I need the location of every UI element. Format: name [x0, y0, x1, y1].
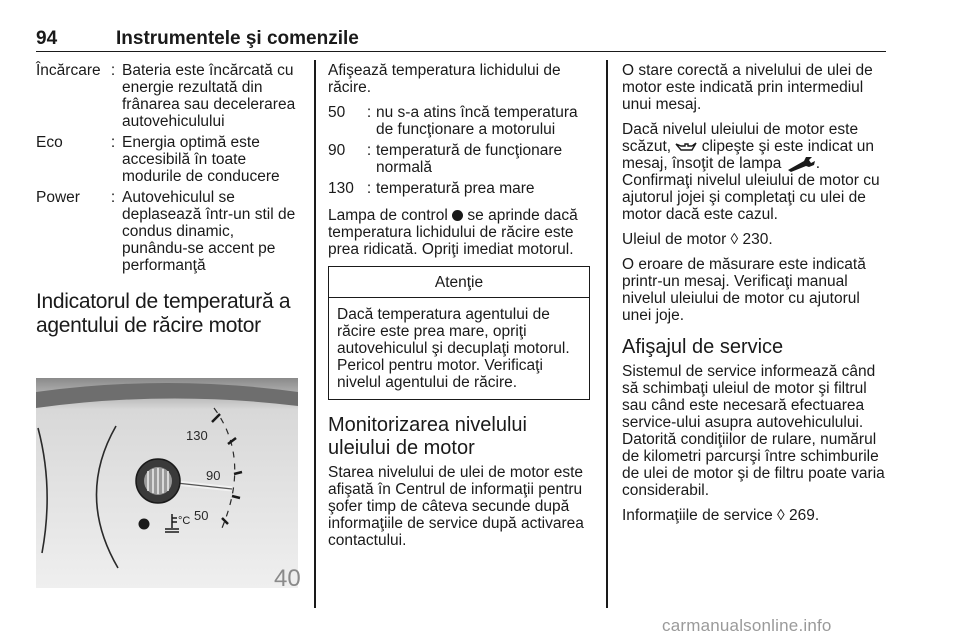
column-divider-1: [314, 60, 316, 608]
lamp-text-end: se aprinde dacă temperatura lichidului de răcire este prea ridicată. Opriţi imediat motorul.: [328, 207, 578, 258]
oil-can-icon: [675, 141, 697, 153]
coolant-intro: Afişează temperatura lichidului de răcire.: [328, 62, 561, 96]
section-heading-coolant: Indicatorul de temperatură a agentului de răcire motor: [36, 290, 291, 337]
watermark: carmanualsonline.info: [662, 616, 832, 635]
oil-level-low-paragraph: [622, 121, 888, 223]
chapter-title: Instrumentele şi comenzile: [116, 28, 359, 49]
temperature-description: temperatură prea mare: [376, 180, 535, 197]
tick-label-90: 90: [206, 468, 221, 483]
page-number: 94: [36, 28, 58, 49]
tick-label-130: 130: [186, 428, 208, 443]
oil-level-ok-paragraph: O stare corectă a nivelului de ulei de motor este indicată prin intermediul unui mesaj.: [622, 62, 873, 113]
definition-text: Energia optimă este accesibilă în toate modurile de conducere: [122, 134, 280, 185]
column-right: [622, 62, 888, 532]
definition-row: [36, 189, 300, 274]
temperature-description: nu s-a atins încă temperatura de funcţionare a motorului: [376, 104, 578, 138]
temperature-row: [328, 104, 590, 138]
warning-lamp-icon: [139, 519, 150, 530]
definition-separator: :: [110, 62, 116, 79]
warning-box: [328, 266, 590, 400]
temperature-unit: °C: [178, 515, 191, 527]
engine-oil-reference: Uleiul de motor ◊ 230.: [622, 231, 773, 248]
column-left: [36, 62, 300, 350]
oil-monitoring-body: Starea nivelului de ulei de motor este afişată în Centrul de informaţii pentru şofer timp de câteva secunde după informaţiile de service după activarea contactului.: [328, 464, 584, 549]
column-divider-2: [606, 60, 608, 608]
service-system-paragraph: Sistemul de service informează când să schimbaţi uleiul de motor şi filtrul sau când este necesară efectuarea service-ului asupra autovehiculului. Datorită condiţiilor de rulare, numărul de kilometri parcurşi între schimburile de ulei de motor şi de filtru poate varia considerabil.: [622, 363, 885, 499]
temperature-row: [328, 142, 590, 176]
oil-low-text-c: .: [815, 155, 821, 172]
definition-separator: :: [366, 142, 372, 159]
definition-term: Eco: [36, 134, 63, 151]
temperature-row: [328, 180, 590, 197]
wrench-icon: [786, 156, 816, 172]
speedometer-fragment: 40: [274, 565, 301, 592]
definition-term: Încărcare: [36, 62, 101, 79]
definition-text: Autovehiculul se deplasează într-un stil de condus dinamic, punându-se accent pe performanţă: [122, 189, 296, 274]
section-heading-oil-monitoring: Monitorizarea nivelului uleiului de motor: [328, 414, 527, 459]
definition-separator: :: [110, 189, 116, 206]
coolant-gauge-illustration: [36, 378, 301, 592]
control-lamp-paragraph: [328, 207, 590, 258]
definition-row: [36, 62, 300, 130]
control-lamp-icon: [452, 210, 463, 221]
column-middle: [328, 62, 590, 557]
oil-low-text-d: Confirmaţi nivelul uleiului de motor cu ajutorul jojei şi completaţi cu ulei de motor dacă este cazul.: [622, 172, 880, 223]
definition-separator: :: [110, 134, 116, 151]
definition-text: Bateria este încărcată cu energie rezultată din frânarea sau decelerarea autovehiculului: [122, 62, 296, 130]
oil-low-text-a: Dacă nivelul uleiului de motor este scăzut,: [622, 121, 859, 155]
temperature-value: 50: [328, 104, 346, 121]
section-heading-service-display: Afişajul de service: [622, 336, 784, 358]
definition-separator: :: [366, 104, 372, 121]
tick-label-50: 50: [194, 508, 209, 523]
measurement-error-paragraph: O eroare de măsurare este indicată printr-un mesaj. Verificaţi manual nivelul uleiului de motor cu ajutorul unei joje.: [622, 256, 866, 324]
definition-separator: :: [366, 180, 372, 197]
temperature-value: 90: [328, 142, 346, 159]
lamp-text-start: Lampa de control: [328, 207, 448, 224]
service-info-reference: Informaţiile de service ◊ 269.: [622, 507, 820, 524]
temperature-value: 130: [328, 180, 354, 197]
definition-term: Power: [36, 189, 80, 206]
temperature-description: temperatură de funcţionare normală: [376, 142, 563, 176]
oil-low-text-b: clipeşte şi este indicat un mesaj, însoţit de lampa: [622, 138, 875, 172]
page-header: [36, 26, 886, 52]
definition-row: [36, 134, 300, 185]
warning-body: Dacă temperatura agentului de răcire este prea mare, opriţi autovehiculul şi decuplaţi motorul. Pericol pentru motor. Verificaţi nivelul agentului de răcire.: [337, 306, 570, 391]
warning-title: Atenţie: [329, 267, 589, 298]
